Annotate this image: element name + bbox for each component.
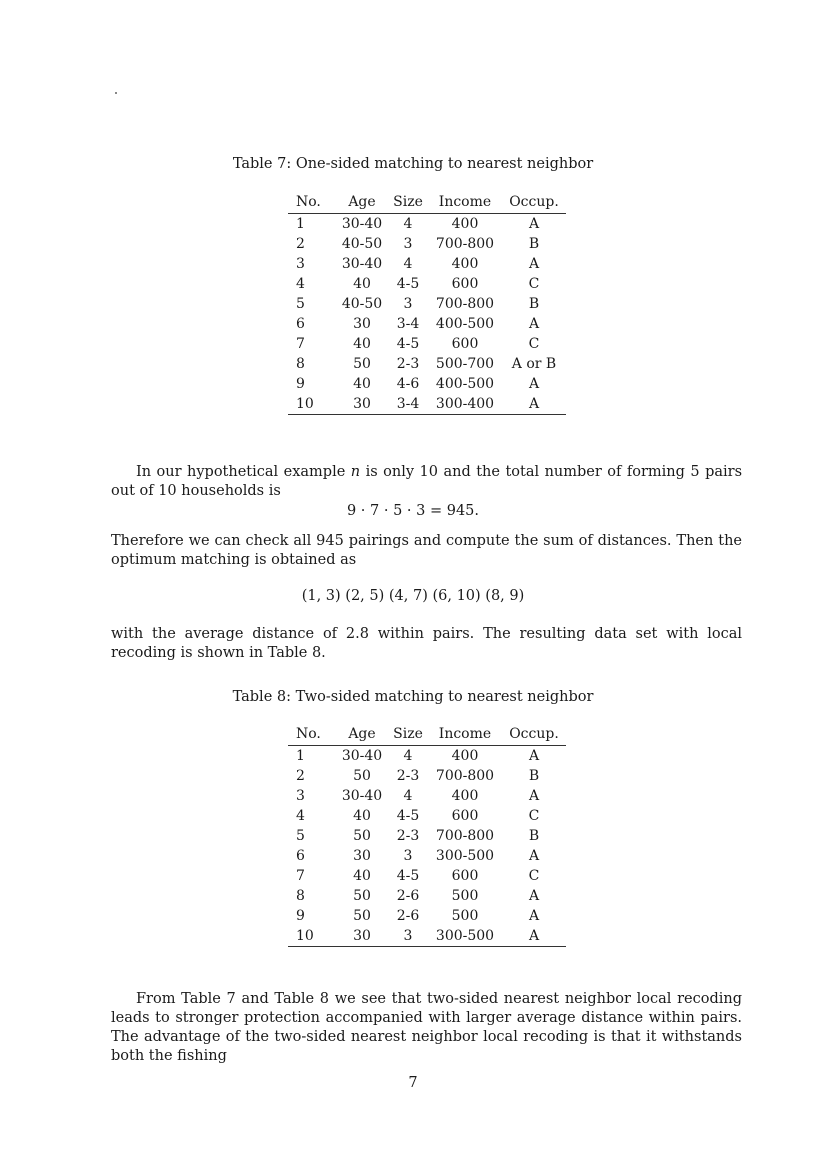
table8-cell-size: 3 <box>388 926 428 947</box>
table-row <box>288 846 566 866</box>
table-row <box>288 906 566 926</box>
table8-cell-age: 50 <box>353 768 371 784</box>
table7-cell-age: 30-40 <box>341 216 383 232</box>
table8-cell-size: 2-3 <box>396 768 420 784</box>
table-row <box>288 214 566 235</box>
table7-cell-no: 7 <box>296 336 305 352</box>
table-row <box>288 806 566 826</box>
table8-cell-occupation: A <box>528 848 540 864</box>
table7-cell-size: 4-6 <box>396 376 420 392</box>
table7-header-occupation: Occup. <box>502 191 566 214</box>
equation-pair-count: 9 · 7 · 5 · 3 = 945. <box>346 503 480 519</box>
table7-caption: Table 7: One-sided matching to nearest neighbor <box>232 156 594 172</box>
table8-cell-occupation: C <box>528 868 540 884</box>
table7-cell-occupation: C <box>528 276 540 292</box>
table7-cell-age: 30 <box>353 316 371 332</box>
table8-cell-size: 4-5 <box>396 808 420 824</box>
table7-header-no: No. <box>288 191 336 214</box>
paragraph-1 <box>111 463 742 501</box>
paragraph-3: with the average distance of 2.8 within pairs. The resulting data set with local recoding is shown in Table 8. <box>111 626 742 661</box>
table-row <box>288 746 566 767</box>
table7-cell-no: 5 <box>296 296 305 312</box>
table8-cell-no: 4 <box>296 808 305 824</box>
table8-cell-income: 700-800 <box>435 768 495 784</box>
table7-cell-occupation: A <box>528 316 540 332</box>
table7-cell-income: 400 <box>451 256 479 272</box>
table-row <box>288 394 566 415</box>
table7-cell-income: 400 <box>451 216 479 232</box>
table-row <box>288 786 566 806</box>
table8-cell-size: 4 <box>403 788 413 804</box>
table8-header-income: Income <box>428 723 502 746</box>
table8-cell-income: 400 <box>451 788 479 804</box>
table8-cell-size: 3 <box>403 848 413 864</box>
table8-cell-income: 500 <box>451 908 479 924</box>
scan-speck <box>115 92 117 94</box>
table7-cell-age: 40-50 <box>341 236 383 252</box>
table7-cell-occupation: A <box>502 394 566 415</box>
table7-cell-age: 40 <box>353 376 371 392</box>
table-row <box>288 254 566 274</box>
table7-cell-size: 4-5 <box>396 336 420 352</box>
table7-cell-no: 10 <box>288 394 336 415</box>
table7-cell-age: 30-40 <box>341 256 383 272</box>
table8-cell-age: 30-40 <box>341 748 383 764</box>
table7-cell-income: 600 <box>451 336 479 352</box>
table8-cell-income: 700-800 <box>435 828 495 844</box>
paragraph-4: From Table 7 and Table 8 we see that two-sided nearest neighbor local recoding leads to stronger protection accompanied with larger average distance within pairs. The advantage of the two-sided nearest neighbor local recoding is that it withstands both the fishing <box>111 991 742 1064</box>
table8-cell-age: 40 <box>353 808 371 824</box>
table7-cell-size: 3-4 <box>396 316 420 332</box>
table7-cell-size: 4 <box>403 216 413 232</box>
table8-cell-age: 50 <box>353 828 371 844</box>
table-row <box>288 866 566 886</box>
table7-cell-size: 4-5 <box>396 276 420 292</box>
table8-cell-income: 300-500 <box>435 848 495 864</box>
table8-cell-size: 2-3 <box>396 828 420 844</box>
table7-cell-size: 3 <box>403 296 413 312</box>
table7-cell-no: 6 <box>296 316 305 332</box>
table8-header-size: Size <box>388 723 428 746</box>
table7-cell-size: 3-4 <box>388 394 428 415</box>
paragraph-1-text-b: is only 10 and the total number of forming 5 pairs out of 10 households is <box>111 464 743 499</box>
table7-cell-income: 600 <box>451 276 479 292</box>
table7-cell-age: 50 <box>353 356 371 372</box>
table8-cell-occupation: A <box>502 926 566 947</box>
table8-cell-age: 30-40 <box>341 788 383 804</box>
table8-cell-occupation: C <box>528 808 540 824</box>
table-row <box>288 334 566 354</box>
table8-header-row <box>288 723 566 746</box>
table8-caption: Table 8: Two-sided matching to nearest neighbor <box>232 689 594 705</box>
table8-cell-size: 2-6 <box>396 888 420 904</box>
table-row <box>288 926 566 947</box>
table8-cell-income: 400 <box>451 748 479 764</box>
table7-cell-age: 40 <box>353 336 371 352</box>
table8-cell-no: 1 <box>296 748 305 764</box>
table-row <box>288 886 566 906</box>
table7-cell-occupation: B <box>528 296 540 312</box>
table8-cell-age: 40 <box>353 868 371 884</box>
table8-cell-age: 30 <box>353 848 371 864</box>
table8-cell-income: 600 <box>451 868 479 884</box>
table8-header-age: Age <box>336 723 388 746</box>
table7-cell-occupation: A <box>528 376 540 392</box>
table7-cell-size: 3 <box>403 236 413 252</box>
table8-cell-occupation: A <box>528 888 540 904</box>
table7-cell-no: 3 <box>296 256 305 272</box>
table7-cell-no: 9 <box>296 376 305 392</box>
table7-cell-no: 8 <box>296 356 305 372</box>
paragraph-1-text-a: In our hypothetical example <box>136 464 346 480</box>
table8-cell-income: 600 <box>451 808 479 824</box>
table7-cell-occupation: B <box>528 236 540 252</box>
table8-cell-size: 4 <box>403 748 413 764</box>
table-row <box>288 234 566 254</box>
table-row <box>288 354 566 374</box>
table8-cell-occupation: B <box>528 768 540 784</box>
table7-header-age: Age <box>336 191 388 214</box>
table8-cell-age: 50 <box>353 888 371 904</box>
table8-cell-no: 2 <box>296 768 305 784</box>
table8-cell-size: 2-6 <box>396 908 420 924</box>
table8-cell-no: 6 <box>296 848 305 864</box>
table8-cell-income: 500 <box>451 888 479 904</box>
table8-cell-occupation: A <box>528 748 540 764</box>
table7 <box>288 191 566 415</box>
table7-header-income: Income <box>428 191 502 214</box>
table8-cell-no: 7 <box>296 868 305 884</box>
table8 <box>288 723 566 947</box>
table8-header-no: No. <box>288 723 336 746</box>
table7-cell-age: 40 <box>353 276 371 292</box>
equation-optimum-matching: (1, 3) (2, 5) (4, 7) (6, 10) (8, 9) <box>301 588 525 604</box>
table-row <box>288 826 566 846</box>
table7-cell-income: 500-700 <box>435 356 495 372</box>
table7-header-row <box>288 191 566 214</box>
table7-cell-size: 2-3 <box>396 356 420 372</box>
table-row <box>288 274 566 294</box>
table7-cell-size: 4 <box>403 256 413 272</box>
table-row <box>288 374 566 394</box>
table7-cell-occupation: A <box>528 216 540 232</box>
table7-cell-occupation: C <box>528 336 540 352</box>
table8-cell-no: 9 <box>296 908 305 924</box>
table7-cell-no: 1 <box>296 216 305 232</box>
table8-cell-no: 8 <box>296 888 305 904</box>
table8-cell-occupation: A <box>528 788 540 804</box>
table7-cell-occupation: A <box>528 256 540 272</box>
table8-cell-size: 4-5 <box>396 868 420 884</box>
table7-cell-occupation: A or B <box>511 356 557 372</box>
table8-cell-occupation: A <box>528 908 540 924</box>
page-number: 7 <box>408 1075 418 1091</box>
table8-cell-age: 50 <box>353 908 371 924</box>
table7-cell-income: 400-500 <box>435 376 495 392</box>
variable-n: n <box>350 464 361 480</box>
table7-cell-no: 4 <box>296 276 305 292</box>
table-row <box>288 766 566 786</box>
table8-cell-no: 5 <box>296 828 305 844</box>
paragraph-2: Therefore we can check all 945 pairings and compute the sum of distances. Then the optimum matching is obtained as <box>111 533 742 568</box>
table7-cell-age: 40-50 <box>341 296 383 312</box>
table8-cell-no: 3 <box>296 788 305 804</box>
table7-cell-income: 700-800 <box>435 296 495 312</box>
table7-cell-no: 2 <box>296 236 305 252</box>
table8-cell-no: 10 <box>288 926 336 947</box>
table8-header-occupation: Occup. <box>502 723 566 746</box>
table7-cell-income: 700-800 <box>435 236 495 252</box>
table7-header-size: Size <box>388 191 428 214</box>
table7-cell-income: 300-400 <box>428 394 502 415</box>
table8-cell-age: 30 <box>336 926 388 947</box>
table8-cell-income: 300-500 <box>428 926 502 947</box>
table8-cell-occupation: B <box>528 828 540 844</box>
table-row <box>288 314 566 334</box>
table-row <box>288 294 566 314</box>
table7-cell-income: 400-500 <box>435 316 495 332</box>
table7-cell-age: 30 <box>336 394 388 415</box>
